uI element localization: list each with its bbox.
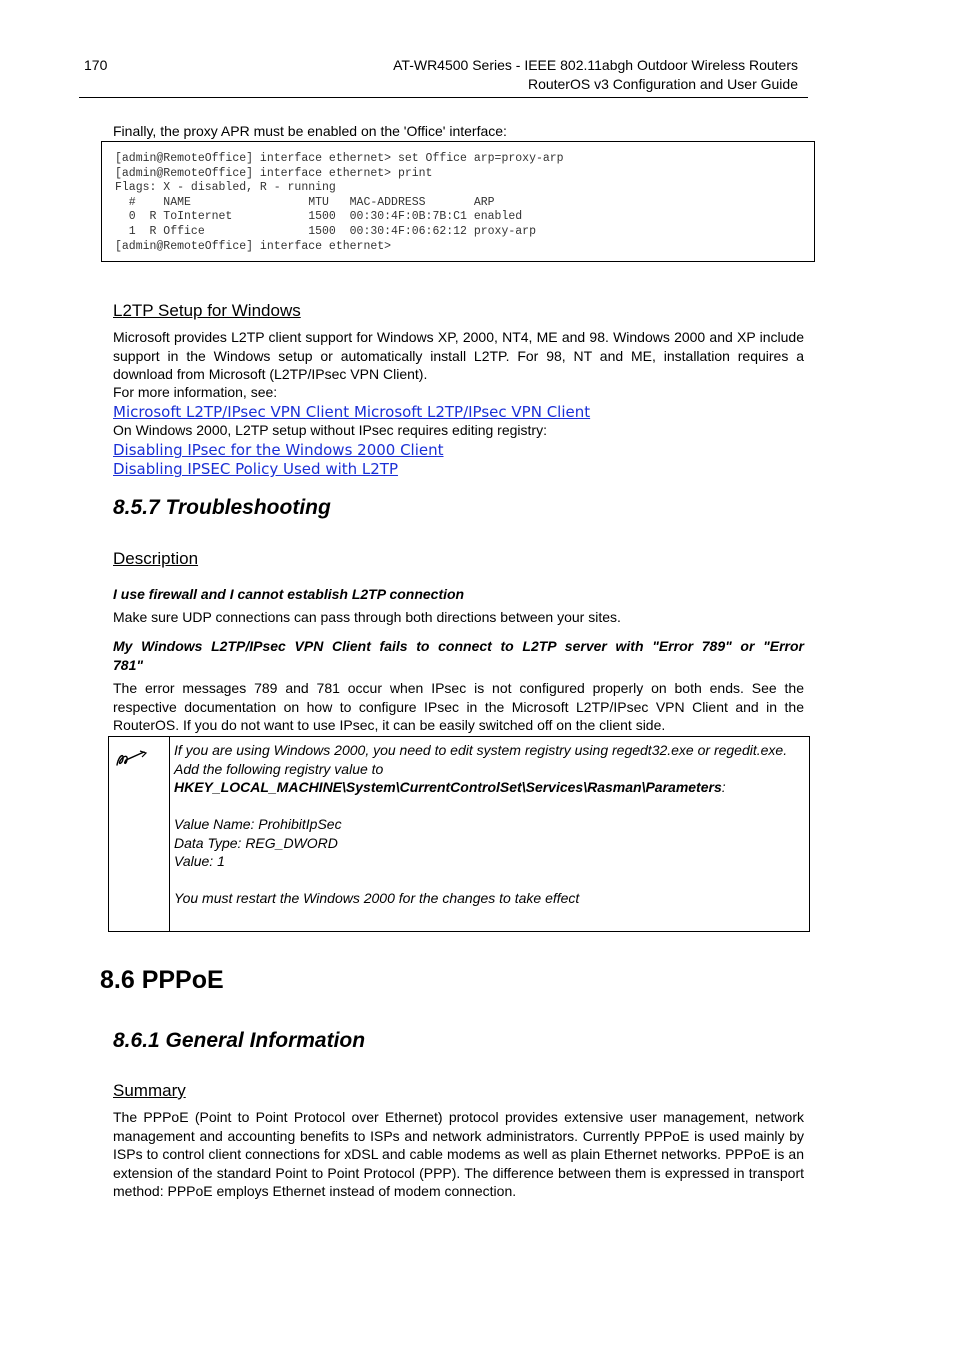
registry-note-text: On Windows 2000, L2TP setup without IPsec requires editing registry: [113,422,547,438]
link-disabling-ipsec-policy[interactable]: Disabling IPSEC Policy Used with L2TP [113,460,399,478]
note-value: Value: 1 [174,853,225,869]
answer-firewall: Make sure UDP connections can pass through both directions between your sites. [113,609,621,625]
note-box [108,736,810,932]
note-registry-path [174,778,804,797]
header-title-line1: AT-WR4500 Series - IEEE 802.11abgh Outdoor Wireless Routers [393,57,798,73]
pppoe-heading: 8.6 PPPoE [100,966,224,994]
note-text [174,741,804,908]
code-line: 1 R Office 1500 00:30:4F:06:62:12 proxy-arp [115,224,536,238]
note-restart: You must restart the Windows 2000 for the changes to take effect [174,890,580,906]
code-line: [admin@RemoteOffice] interface ethernet> print [115,166,433,180]
code-line: 0 R ToInternet 1500 00:30:4F:0B:7B:C1 enabled [115,210,523,224]
general-info-heading: 8.6.1 General Information [113,1029,366,1052]
question-firewall: I use firewall and I cannot establish L2TP connection [113,586,465,602]
header-rule [79,97,808,98]
summary-text: The PPPoE (Point to Point Protocol over Ethernet) protocol provides extensive user management, network management and accounting benefits to ISPs and network administrators. Currently PPPoE is used mainly by ISPs to control client connections for xDSL and cable modems as well as plain Ethernet networks. PPPoE is an extension of the standard Point to Point Protocol (PPP). The difference between them is expressed in transport method: PPPoE employs Ethernet instead of modem connection. [113,1109,804,1199]
note-line1: If you are using Windows 2000, you need to edit system registry using regedt32.exe or regedit.exe. [174,742,788,758]
more-info-text: For more information, see: [113,384,278,400]
summary-heading: Summary [113,1081,186,1100]
code-line: # NAME MTU MAC-ADDRESS ARP [115,195,495,209]
note-divider [169,737,170,931]
l2tp-heading: L2TP Setup for Windows [113,301,301,320]
link-disabling-ipsec-win2000[interactable]: Disabling IPsec for the Windows 2000 Client [113,441,444,459]
code-line: [admin@RemoteOffice] interface ethernet> set Office arp=proxy-arp [115,152,564,165]
description-heading: Description [113,549,199,568]
intro-text: Finally, the proxy APR must be enabled on the 'Office' interface: [113,123,507,139]
registry-key: HKEY_LOCAL_MACHINE\System\CurrentControlSet\Services\Rasman\Parameters [174,779,722,795]
code-line: [admin@RemoteOffice] interface ethernet> [115,239,392,253]
question-error-789-line2: 781" [113,657,143,673]
troubleshooting-heading: 8.5.7 Troubleshooting [113,496,331,519]
note-data-type: Data Type: REG_DWORD [174,834,338,851]
code-block [101,141,815,262]
link-microsoft-l2tp-client[interactable]: Microsoft L2TP/IPsec VPN Client Microsoft L2TP/IPsec VPN Client [113,403,591,421]
note-value-name: Value Name: ProhibitIpSec [174,816,342,832]
note-line2: Add the following registry value to [174,760,384,777]
question-error-789-line1: My Windows L2TP/IPsec VPN Client fails to connect to L2TP server with "Error 789" or "Error [113,638,804,654]
answer-error-789: The error messages 789 and 781 occur when IPsec is not configured properly on both ends. See the respective documentation on how to configure IPsec in the Microsoft L2TP/IPsec VPN Client and in the RouterOS. If you do not want to use IPsec, it can be easily switched off on the client side. [113,680,804,733]
registry-colon: : [721,779,726,795]
code-text [115,152,564,254]
pencil-note-icon [114,749,148,769]
l2tp-paragraph: Microsoft provides L2TP client support for Windows XP, 2000, NT4, ME and 98. Windows 2000 and XP include support in the Windows setup or automatically install L2TP. For 98, NT and ME, installation requires a download from Microsoft (L2TP/IPsec VPN Client). [113,329,804,382]
header-title-line2: RouterOS v3 Configuration and User Guide [527,76,798,92]
code-line: Flags: X - disabled, R - running [115,181,336,195]
page-number: 170 [84,57,108,73]
